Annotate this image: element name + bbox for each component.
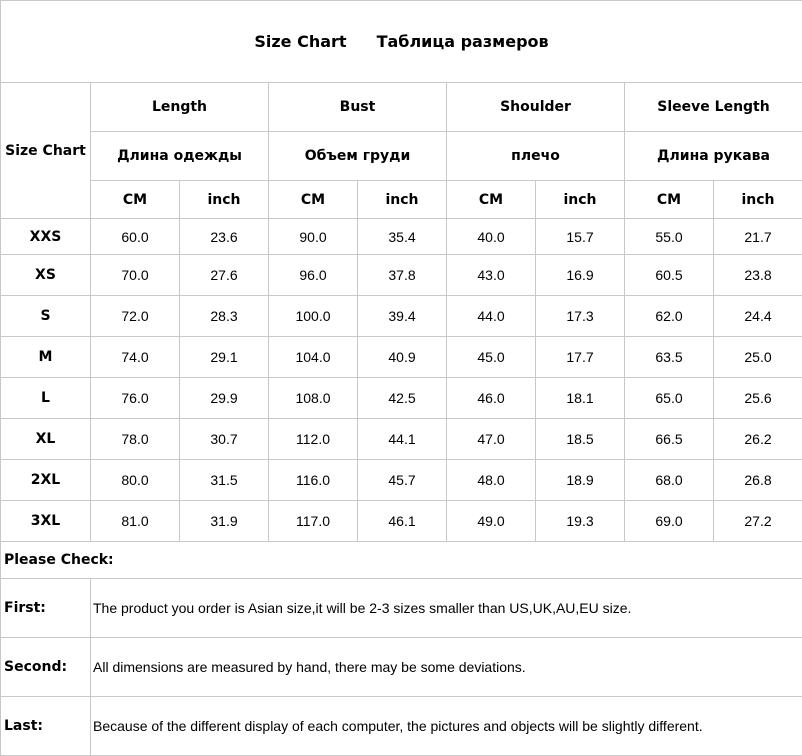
size-value-cell: 44.1 — [358, 419, 447, 460]
size-value-cell: 43.0 — [447, 255, 536, 296]
size-value-cell: 46.0 — [447, 378, 536, 419]
note-row — [1, 638, 802, 697]
col-header-shoulder: Shoulder — [447, 83, 625, 132]
size-value-cell: 16.9 — [536, 255, 625, 296]
size-value-cell: 37.8 — [358, 255, 447, 296]
unit-cm: CM — [269, 181, 358, 219]
col-header-sleeve-length-ru: Длина рукава — [625, 132, 802, 181]
size-value-cell: 31.5 — [180, 460, 269, 501]
table-row — [1, 296, 802, 337]
size-value-cell: 90.0 — [269, 219, 358, 255]
size-value-cell: 25.6 — [714, 378, 802, 419]
size-value-cell: 76.0 — [91, 378, 180, 419]
size-value-cell: 40.9 — [358, 337, 447, 378]
size-value-cell: 78.0 — [91, 419, 180, 460]
unit-inch: inch — [714, 181, 802, 219]
size-value-cell: 24.4 — [714, 296, 802, 337]
size-value-cell: 18.1 — [536, 378, 625, 419]
size-value-cell: 25.0 — [714, 337, 802, 378]
title-row — [1, 1, 802, 83]
unit-cm: CM — [91, 181, 180, 219]
note-text: All dimensions are measured by hand, there may be some deviations. — [91, 638, 802, 697]
size-value-cell: 80.0 — [91, 460, 180, 501]
units-row — [1, 181, 802, 219]
table-row — [1, 378, 802, 419]
size-value-cell: 48.0 — [447, 460, 536, 501]
size-value-cell: 63.5 — [625, 337, 714, 378]
col-header-bust-ru: Объем груди — [269, 132, 447, 181]
size-value-cell: 29.9 — [180, 378, 269, 419]
size-value-cell: 30.7 — [180, 419, 269, 460]
title-en: Size Chart — [254, 32, 346, 51]
size-value-cell: 74.0 — [91, 337, 180, 378]
size-value-cell: 108.0 — [269, 378, 358, 419]
size-label: 3XL — [1, 501, 91, 542]
size-value-cell: 23.6 — [180, 219, 269, 255]
notes-heading-row — [1, 542, 802, 579]
size-value-cell: 18.9 — [536, 460, 625, 501]
size-value-cell: 44.0 — [447, 296, 536, 337]
size-value-cell: 19.3 — [536, 501, 625, 542]
size-value-cell: 23.8 — [714, 255, 802, 296]
size-value-cell: 29.1 — [180, 337, 269, 378]
size-value-cell: 116.0 — [269, 460, 358, 501]
unit-inch: inch — [536, 181, 625, 219]
size-label: S — [1, 296, 91, 337]
size-value-cell: 70.0 — [91, 255, 180, 296]
unit-cm: CM — [625, 181, 714, 219]
size-value-cell: 28.3 — [180, 296, 269, 337]
size-value-cell: 18.5 — [536, 419, 625, 460]
size-value-cell: 60.5 — [625, 255, 714, 296]
size-value-cell: 96.0 — [269, 255, 358, 296]
size-value-cell: 17.7 — [536, 337, 625, 378]
size-value-cell: 46.1 — [358, 501, 447, 542]
size-value-cell: 55.0 — [625, 219, 714, 255]
table-row — [1, 419, 802, 460]
size-value-cell: 104.0 — [269, 337, 358, 378]
note-row — [1, 579, 802, 638]
note-label: Last: — [1, 697, 91, 756]
header-row-en — [1, 83, 802, 132]
table-row — [1, 337, 802, 378]
col-header-length: Length — [91, 83, 269, 132]
size-value-cell: 15.7 — [536, 219, 625, 255]
size-value-cell: 42.5 — [358, 378, 447, 419]
size-value-cell: 72.0 — [91, 296, 180, 337]
size-value-cell: 27.6 — [180, 255, 269, 296]
table-row — [1, 219, 802, 255]
size-label: XL — [1, 419, 91, 460]
note-label: First: — [1, 579, 91, 638]
size-value-cell: 62.0 — [625, 296, 714, 337]
col-header-length-ru: Длина одежды — [91, 132, 269, 181]
size-value-cell: 69.0 — [625, 501, 714, 542]
note-text: Because of the different display of each computer, the pictures and objects will be slightly different. — [91, 697, 802, 756]
col-header-bust: Bust — [269, 83, 447, 132]
size-value-cell: 112.0 — [269, 419, 358, 460]
size-value-cell: 117.0 — [269, 501, 358, 542]
size-value-cell: 60.0 — [91, 219, 180, 255]
size-value-cell: 47.0 — [447, 419, 536, 460]
table-row — [1, 255, 802, 296]
size-value-cell: 21.7 — [714, 219, 802, 255]
title-ru: Таблица размеров — [377, 32, 549, 51]
size-value-cell: 81.0 — [91, 501, 180, 542]
page-title — [1, 1, 802, 83]
size-rows — [1, 219, 802, 542]
size-label: L — [1, 378, 91, 419]
size-value-cell: 39.4 — [358, 296, 447, 337]
unit-inch: inch — [358, 181, 447, 219]
size-value-cell: 40.0 — [447, 219, 536, 255]
size-value-cell: 17.3 — [536, 296, 625, 337]
header-row-ru — [1, 132, 802, 181]
col-header-shoulder-ru: плечо — [447, 132, 625, 181]
note-label: Second: — [1, 638, 91, 697]
size-value-cell: 100.0 — [269, 296, 358, 337]
col-header-sleeve-length: Sleeve Length — [625, 83, 802, 132]
unit-inch: inch — [180, 181, 269, 219]
size-value-cell: 31.9 — [180, 501, 269, 542]
size-value-cell: 68.0 — [625, 460, 714, 501]
table-row — [1, 501, 802, 542]
size-label: M — [1, 337, 91, 378]
notes-heading: Please Check: — [1, 542, 802, 579]
note-text: The product you order is Asian size,it will be 2-3 sizes smaller than US,UK,AU,EU size. — [91, 579, 802, 638]
size-value-cell: 65.0 — [625, 378, 714, 419]
size-value-cell: 26.8 — [714, 460, 802, 501]
size-value-cell: 26.2 — [714, 419, 802, 460]
unit-cm: CM — [447, 181, 536, 219]
size-label: XS — [1, 255, 91, 296]
size-value-cell: 66.5 — [625, 419, 714, 460]
size-value-cell: 49.0 — [447, 501, 536, 542]
size-value-cell: 27.2 — [714, 501, 802, 542]
size-value-cell: 45.0 — [447, 337, 536, 378]
size-value-cell: 45.7 — [358, 460, 447, 501]
size-label: 2XL — [1, 460, 91, 501]
corner-label: Size Chart — [1, 83, 91, 219]
note-row — [1, 697, 802, 756]
size-label: XXS — [1, 219, 91, 255]
table-row — [1, 460, 802, 501]
size-value-cell: 35.4 — [358, 219, 447, 255]
